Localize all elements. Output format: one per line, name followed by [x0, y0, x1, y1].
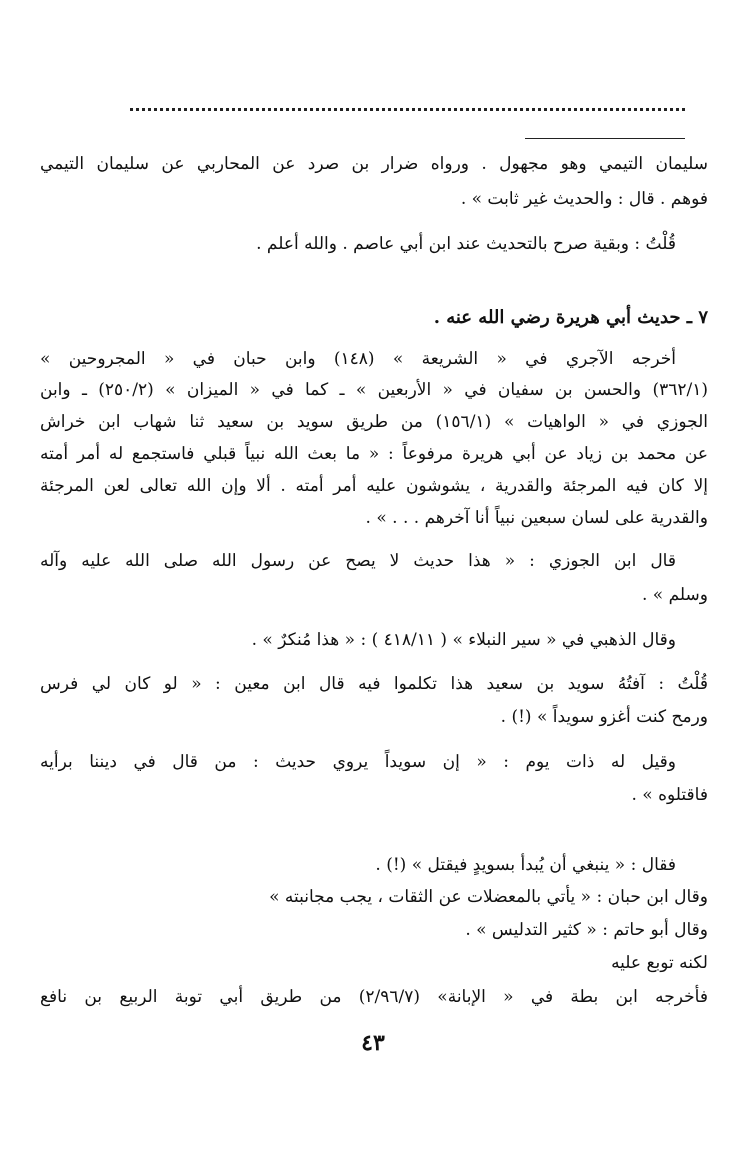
- text-line: فقال : « ينبغي أن يُبدأ بسويدٍ فيقتل » (!) .: [375, 855, 676, 875]
- footnote-rule: [525, 138, 685, 139]
- text-line: وقيل له ذات يوم : « إن سويداً يروي حديث : من قال في ديننا برأيه: [40, 752, 676, 772]
- text-line: فأخرجه ابن بطة في « الإبانة» (٢/٩٦/٧) من طريق أبي توبة الربيع بن نافع: [40, 987, 708, 1007]
- section-heading: ٧ ـ حديث أبي هريرة رضي الله عنه .: [433, 307, 708, 328]
- text-line: فاقتلوه » .: [631, 785, 708, 805]
- text-line: عن محمد بن زياد عن أبي هريرة مرفوعاً : « ما بعث الله نبياً قبلي فاستجمع له أمر أمته: [40, 444, 708, 464]
- text-line: قُلْتُ : آفتُهُ سويد بن سعيد هذا تكلموا فيه قال ابن معين : « لو كان لي فرس: [40, 674, 708, 694]
- text-line: الجوزي في « الواهيات » (١٥٦/١) من طريق سويد بن سعيد ثنا شهاب ابن خراش: [40, 412, 708, 432]
- text-line: وسلم » .: [641, 585, 708, 605]
- dotted-separator: [130, 108, 685, 111]
- text-line: والقدرية على لسان سبعين نبياً أنا آخرهم . . . » .: [365, 508, 708, 528]
- text-line: لكنه توبع عليه: [611, 953, 708, 973]
- text-line: وقال أبو حاتم : « كثير التدليس » .: [465, 920, 708, 940]
- text-line: إلا كان فيه المرجئة والقدرية ، يشوشون عليه أمر أمته . ألا وإن الله تعالى لعن المرجئة: [40, 476, 708, 496]
- text-line: سليمان التيمي وهو مجهول . ورواه ضرار بن صرد عن المحاربي عن سليمان التيمي: [40, 154, 708, 174]
- text-line: وقال الذهبي في « سير النبلاء » ( ٤١٨/١١ ) : « هذا مُنكرٌ » .: [251, 630, 676, 650]
- page-number: ٤٣: [361, 1030, 385, 1056]
- text-line: ورمح كنت أغزو سويداً » (!) .: [500, 707, 708, 727]
- text-line: (٣٦٢/١) والحسن بن سفيان في « الأربعين » ـ كما في « الميزان » (٢٥٠/٢) ـ وابن: [40, 380, 708, 400]
- text-line: فوهم . قال : والحديث غير ثابت » .: [460, 189, 708, 209]
- text-line: وقال ابن حبان : « يأتي بالمعضلات عن الثقات ، يجب مجانبته »: [269, 887, 708, 907]
- text-line: قُلْتُ : وبقية صرح بالتحديث عند ابن أبي عاصم . والله أعلم .: [256, 234, 676, 254]
- text-line: قال ابن الجوزي : « هذا حديث لا يصح عن رسول الله صلى الله عليه وآله: [40, 551, 676, 571]
- text-line: أخرجه الآجري في « الشريعة » (١٤٨) وابن حبان في « المجروحين »: [40, 349, 676, 369]
